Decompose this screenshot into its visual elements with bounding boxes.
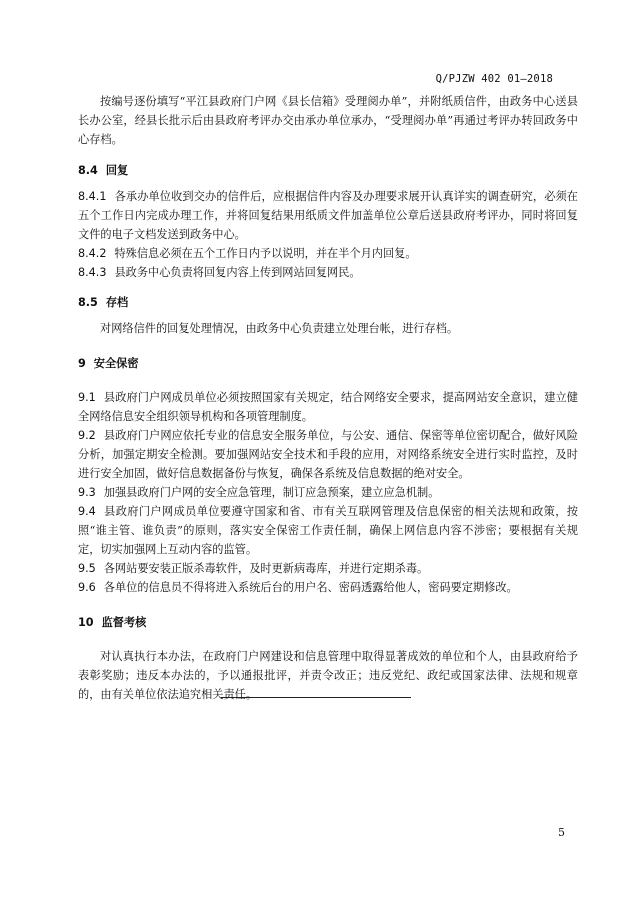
clause-text: 各承办单位收到交办的信件后，应根据信件内容及办理要求展开认真详实的调查研究，必须在五个工作日内完成办理工作，并将回复结果用纸质文件加盖单位公章后送县政府考评办，同时将回复文件的电子文档发送到政务中心。	[78, 190, 578, 241]
section-title: 回复	[105, 164, 129, 177]
section-9-heading	[78, 354, 578, 373]
clause-number: 9.6	[78, 581, 96, 594]
section-10-heading	[78, 613, 578, 632]
clause-number: 9.4	[78, 505, 96, 518]
clause-9-5	[78, 559, 578, 578]
clause-number: 8.4.2	[78, 247, 107, 260]
document-body	[78, 92, 578, 704]
end-rule	[221, 697, 411, 698]
clause-number: 9.5	[78, 562, 96, 575]
section-number: 9	[78, 357, 86, 370]
section-title: 安全保密	[93, 357, 139, 370]
page-number: 5	[558, 826, 565, 839]
intro-paragraph: 按编号逐份填写“平江县政府门户网《县长信箱》受理阅办单”，并附纸质信件，由政务中心送县长办公室，经县长批示后由县政府考评办交由承办单位承办，“受理阅办单”再通过考评办转回政务中心存档。	[78, 95, 578, 146]
clause-text: 加强县政府门户网的安全应急管理，制订应急预案，建立应急机制。	[103, 486, 440, 499]
clause-9-1	[78, 388, 578, 426]
clause-number: 9.1	[78, 391, 96, 404]
clause-number: 8.4.3	[78, 266, 107, 279]
section-8-4-heading	[78, 161, 578, 180]
section-title: 存档	[105, 296, 129, 309]
clause-number: 9.2	[78, 429, 96, 442]
clause-text: 各网站要安装正版杀毒软件，及时更新病毒库，并进行定期杀毒。	[103, 562, 429, 575]
section-8-5-heading	[78, 293, 578, 312]
standard-code: Q/PJZW 402 01—2018	[435, 73, 553, 85]
clause-text: 县政务中心负责将回复内容上传到网站回复网民。	[114, 266, 361, 279]
clause-text: 县政府门户网成员单位要遵守国家和省、市有关互联网管理及信息保密的相关法规和政策，按照“谁主管、谁负责”的原则，落实安全保密工作责任制，确保上网信息内容不涉密；要根据有关规定，切实加强网上互动内容的监管。	[78, 505, 578, 556]
section-8-5-text: 对网络信件的回复处理情况，由政务中心负责建立处理台帐，进行存档。	[100, 322, 459, 335]
clause-number: 8.4.1	[78, 190, 107, 203]
clause-9-4	[78, 502, 578, 559]
section-number: 8.5	[78, 296, 98, 309]
clause-text: 县政府门户网应依托专业的信息安全服务单位，与公安、通信、保密等单位密切配合，做好风险分析，加强定期安全检测。要加强网站安全技术和手段的应用，对网络系统安全进行实时监控，及时进行安全加固，做好信息数据备份与恢复，确保各系统及信息数据的绝对安全。	[78, 429, 578, 480]
clause-8-4-1	[78, 187, 578, 244]
section-8-4-body	[78, 187, 578, 282]
clause-8-4-2	[78, 244, 578, 263]
section-10-text: 对认真执行本办法，在政府门户网建设和信息管理中取得显著成效的单位和个人，由县政府给予表彰奖励；违反本办法的，予以通报批评，并责令改正；违反党纪、政纪或国家法律、法规和规章的，由有关单位依法追究相关责任。	[78, 650, 578, 701]
section-9-body	[78, 388, 578, 597]
section-title: 监督考核	[101, 616, 147, 629]
section-number: 8.4	[78, 164, 98, 177]
clause-9-2	[78, 426, 578, 483]
clause-number: 9.3	[78, 486, 96, 499]
clause-9-3	[78, 483, 578, 502]
clause-9-6	[78, 578, 578, 597]
clause-8-4-3	[78, 263, 578, 282]
clause-text: 各单位的信息员不得将进入系统后台的用户名、密码透露给他人，密码要定期修改。	[103, 581, 518, 594]
clause-text: 县政府门户网成员单位必须按照国家有关规定，结合网络安全要求，提高网站安全意识，建立健全网络信息安全组织领导机构和各项管理制度。	[78, 391, 578, 423]
clause-text: 特殊信息必须在五个工作日内予以说明，并在半个月内回复。	[114, 247, 417, 260]
section-number: 10	[78, 616, 94, 629]
